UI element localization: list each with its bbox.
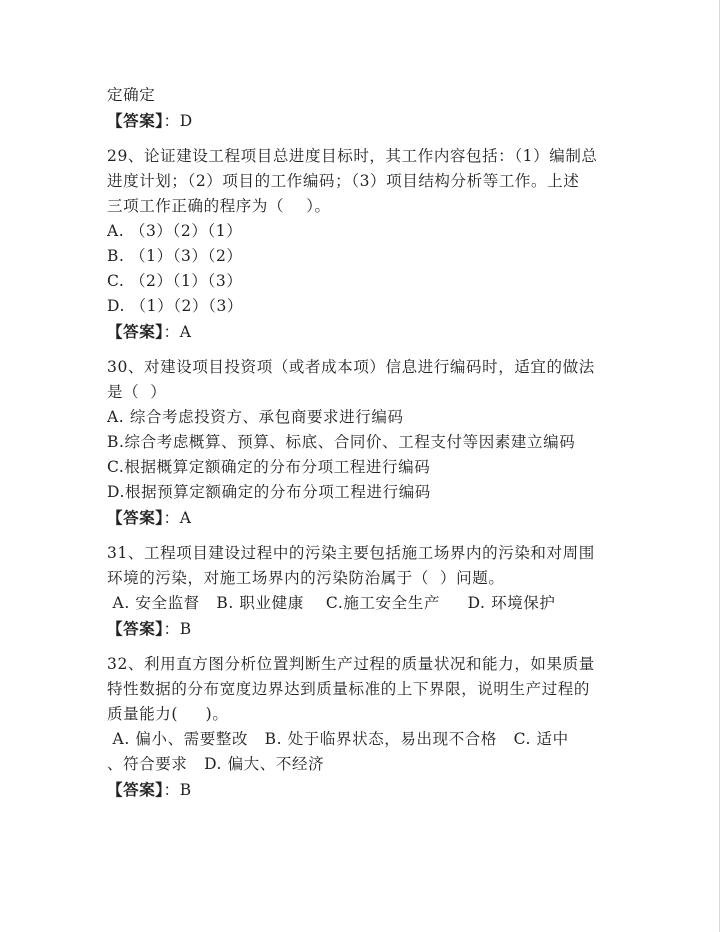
option-a: A. （3）（2）（1） (107, 222, 243, 240)
question-30 (107, 355, 612, 530)
question-text-line: 三项工作正确的程序为（ ）。 (107, 197, 331, 215)
question-text-line: 特性数据的分布宽度边界达到质量标准的上下界限，说明生产过程的 (107, 680, 591, 698)
answer-label: 【答案】 (107, 780, 164, 799)
question-text-line: 32、利用直方图分析位置判断生产过程的质量状况和能力，如果质量 (107, 655, 595, 673)
option-d: D. （1）（2）（3） (107, 297, 244, 315)
question-29 (107, 144, 612, 344)
option-b: B. （1）（3）（2） (107, 247, 243, 265)
option-c: C.根据概算定额确定的分布分项工程进行编码 (107, 458, 431, 476)
exam-content (107, 83, 612, 802)
answer-value: ：A (163, 509, 192, 527)
question-text-line: 30、对建设项目投资项（或者成本项）信息进行编码时，适宜的做法 (107, 358, 595, 376)
question-text-line: 是（ ） (107, 383, 167, 401)
options-line: A. 偏小、需要整改 B. 处于临界状态，易出现不合格 C. 适中 (107, 730, 569, 748)
answer-value: ：D (163, 112, 193, 130)
question-31 (107, 541, 612, 641)
answer-value: ：B (163, 781, 192, 799)
answer-value: ：A (163, 323, 192, 341)
answer-label: 【答案】 (107, 111, 164, 130)
previous-question-continuation: 定确定 (107, 86, 156, 104)
answer-line (107, 108, 612, 133)
option-c: C. （2）（1）（3） (107, 272, 243, 290)
answer-line (107, 777, 612, 802)
answer-line (107, 616, 612, 641)
question-text-line: 环境的污染，对施工场界内的污染防治属于（ ）问题。 (107, 569, 505, 587)
answer-line (107, 319, 612, 344)
answer-label: 【答案】 (107, 619, 164, 638)
option-a: A. 综合考虑投资方、承包商要求进行编码 (107, 408, 404, 426)
answer-label: 【答案】 (107, 508, 164, 527)
answer-label: 【答案】 (107, 322, 164, 341)
option-b: B.综合考虑概算、预算、标底、合同价、工程支付等因素建立编码 (107, 433, 576, 451)
options-line: A. 安全监督 B. 职业健康 C.施工安全生产 D. 环境保护 (107, 594, 556, 612)
options-line: 、符合要求 D. 偏大、不经济 (107, 755, 325, 773)
option-d: D.根据预算定额确定的分布分项工程进行编码 (107, 483, 431, 501)
answer-line (107, 505, 612, 530)
question-text-line: 29、论证建设工程项目总进度目标时，其工作内容包括：（1）编制总 (107, 147, 598, 165)
question-32 (107, 652, 612, 802)
question-text-line: 31、工程项目建设过程中的污染主要包括施工场界内的污染和对周围 (107, 544, 595, 562)
question-text-line: 进度计划；（2）项目的工作编码；（3）项目结构分析等工作。上述 (107, 172, 580, 190)
answer-value: ：B (163, 620, 192, 638)
question-text-line: 质量能力( )。 (107, 705, 229, 723)
